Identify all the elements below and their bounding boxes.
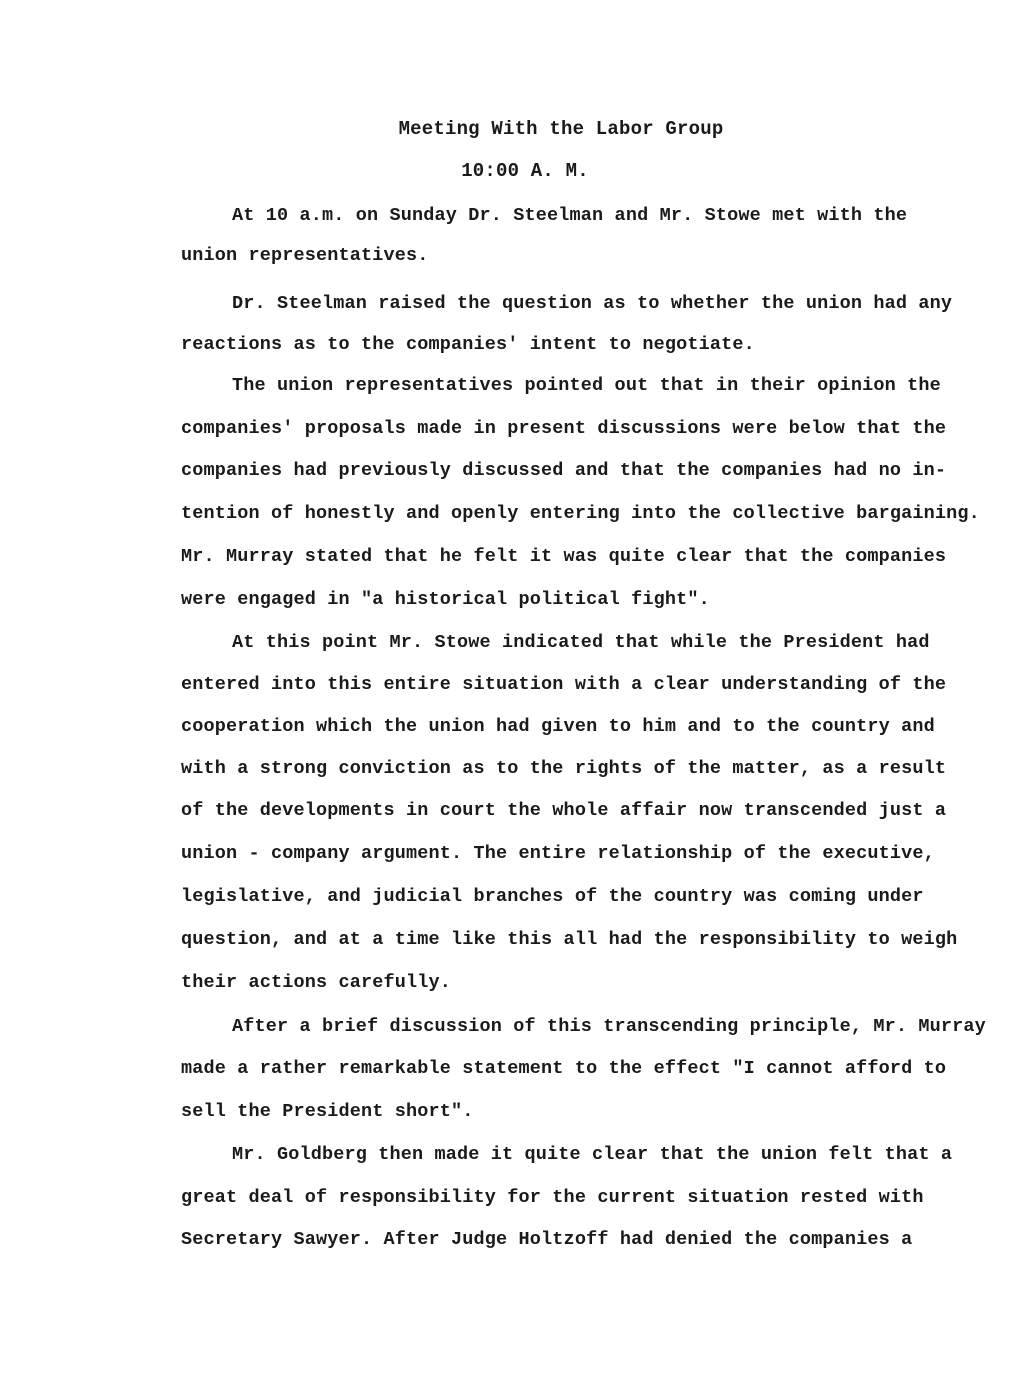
text-line: The union representatives pointed out that in their opinion the [232,375,941,396]
text-line: question, and at a time like this all had the responsibility to weigh [181,929,958,950]
text-line: Dr. Steelman raised the question as to whether the union had any [232,293,953,314]
document-title: Meeting With the Labor Group [398,118,724,140]
text-line: union - company argument. The entire relationship of the executive, [181,843,935,864]
text-line: Mr. Goldberg then made it quite clear that the union felt that a [232,1144,953,1165]
text-line: their actions carefully. [181,972,452,993]
text-line: At 10 a.m. on Sunday Dr. Steelman and Mr. Stowe met with the [232,205,908,226]
meeting-time: 10:00 A. M. [461,160,589,182]
text-line: with a strong conviction as to the rights of the matter, as a result [181,758,947,779]
text-line: were engaged in "a historical political fight". [181,589,710,610]
text-line: made a rather remarkable statement to the effect "I cannot afford to [181,1058,947,1079]
text-line: union representatives. [181,245,429,266]
text-line: sell the President short". [181,1101,474,1122]
text-line: tention of honestly and openly entering into the collective bargaining. [181,503,980,524]
text-line: Mr. Murray stated that he felt it was quite clear that the companies [181,546,947,567]
text-line: At this point Mr. Stowe indicated that while the President had [232,632,930,653]
text-line: of the developments in court the whole affair now transcended just a [181,800,947,821]
text-line: cooperation which the union had given to him and to the country and [181,716,935,737]
text-line: reactions as to the companies' intent to negotiate. [181,334,755,355]
text-line: companies' proposals made in present discussions were below that the [181,418,947,439]
text-line: great deal of responsibility for the current situation rested with [181,1187,924,1208]
text-line: Secretary Sawyer. After Judge Holtzoff had denied the companies a [181,1229,913,1250]
text-line: After a brief discussion of this transcending principle, Mr. Murray [232,1016,986,1037]
text-line: legislative, and judicial branches of the country was coming under [181,886,924,907]
text-line: entered into this entire situation with a clear understanding of the [181,674,947,695]
text-line: companies had previously discussed and that the companies had no in- [181,460,947,481]
